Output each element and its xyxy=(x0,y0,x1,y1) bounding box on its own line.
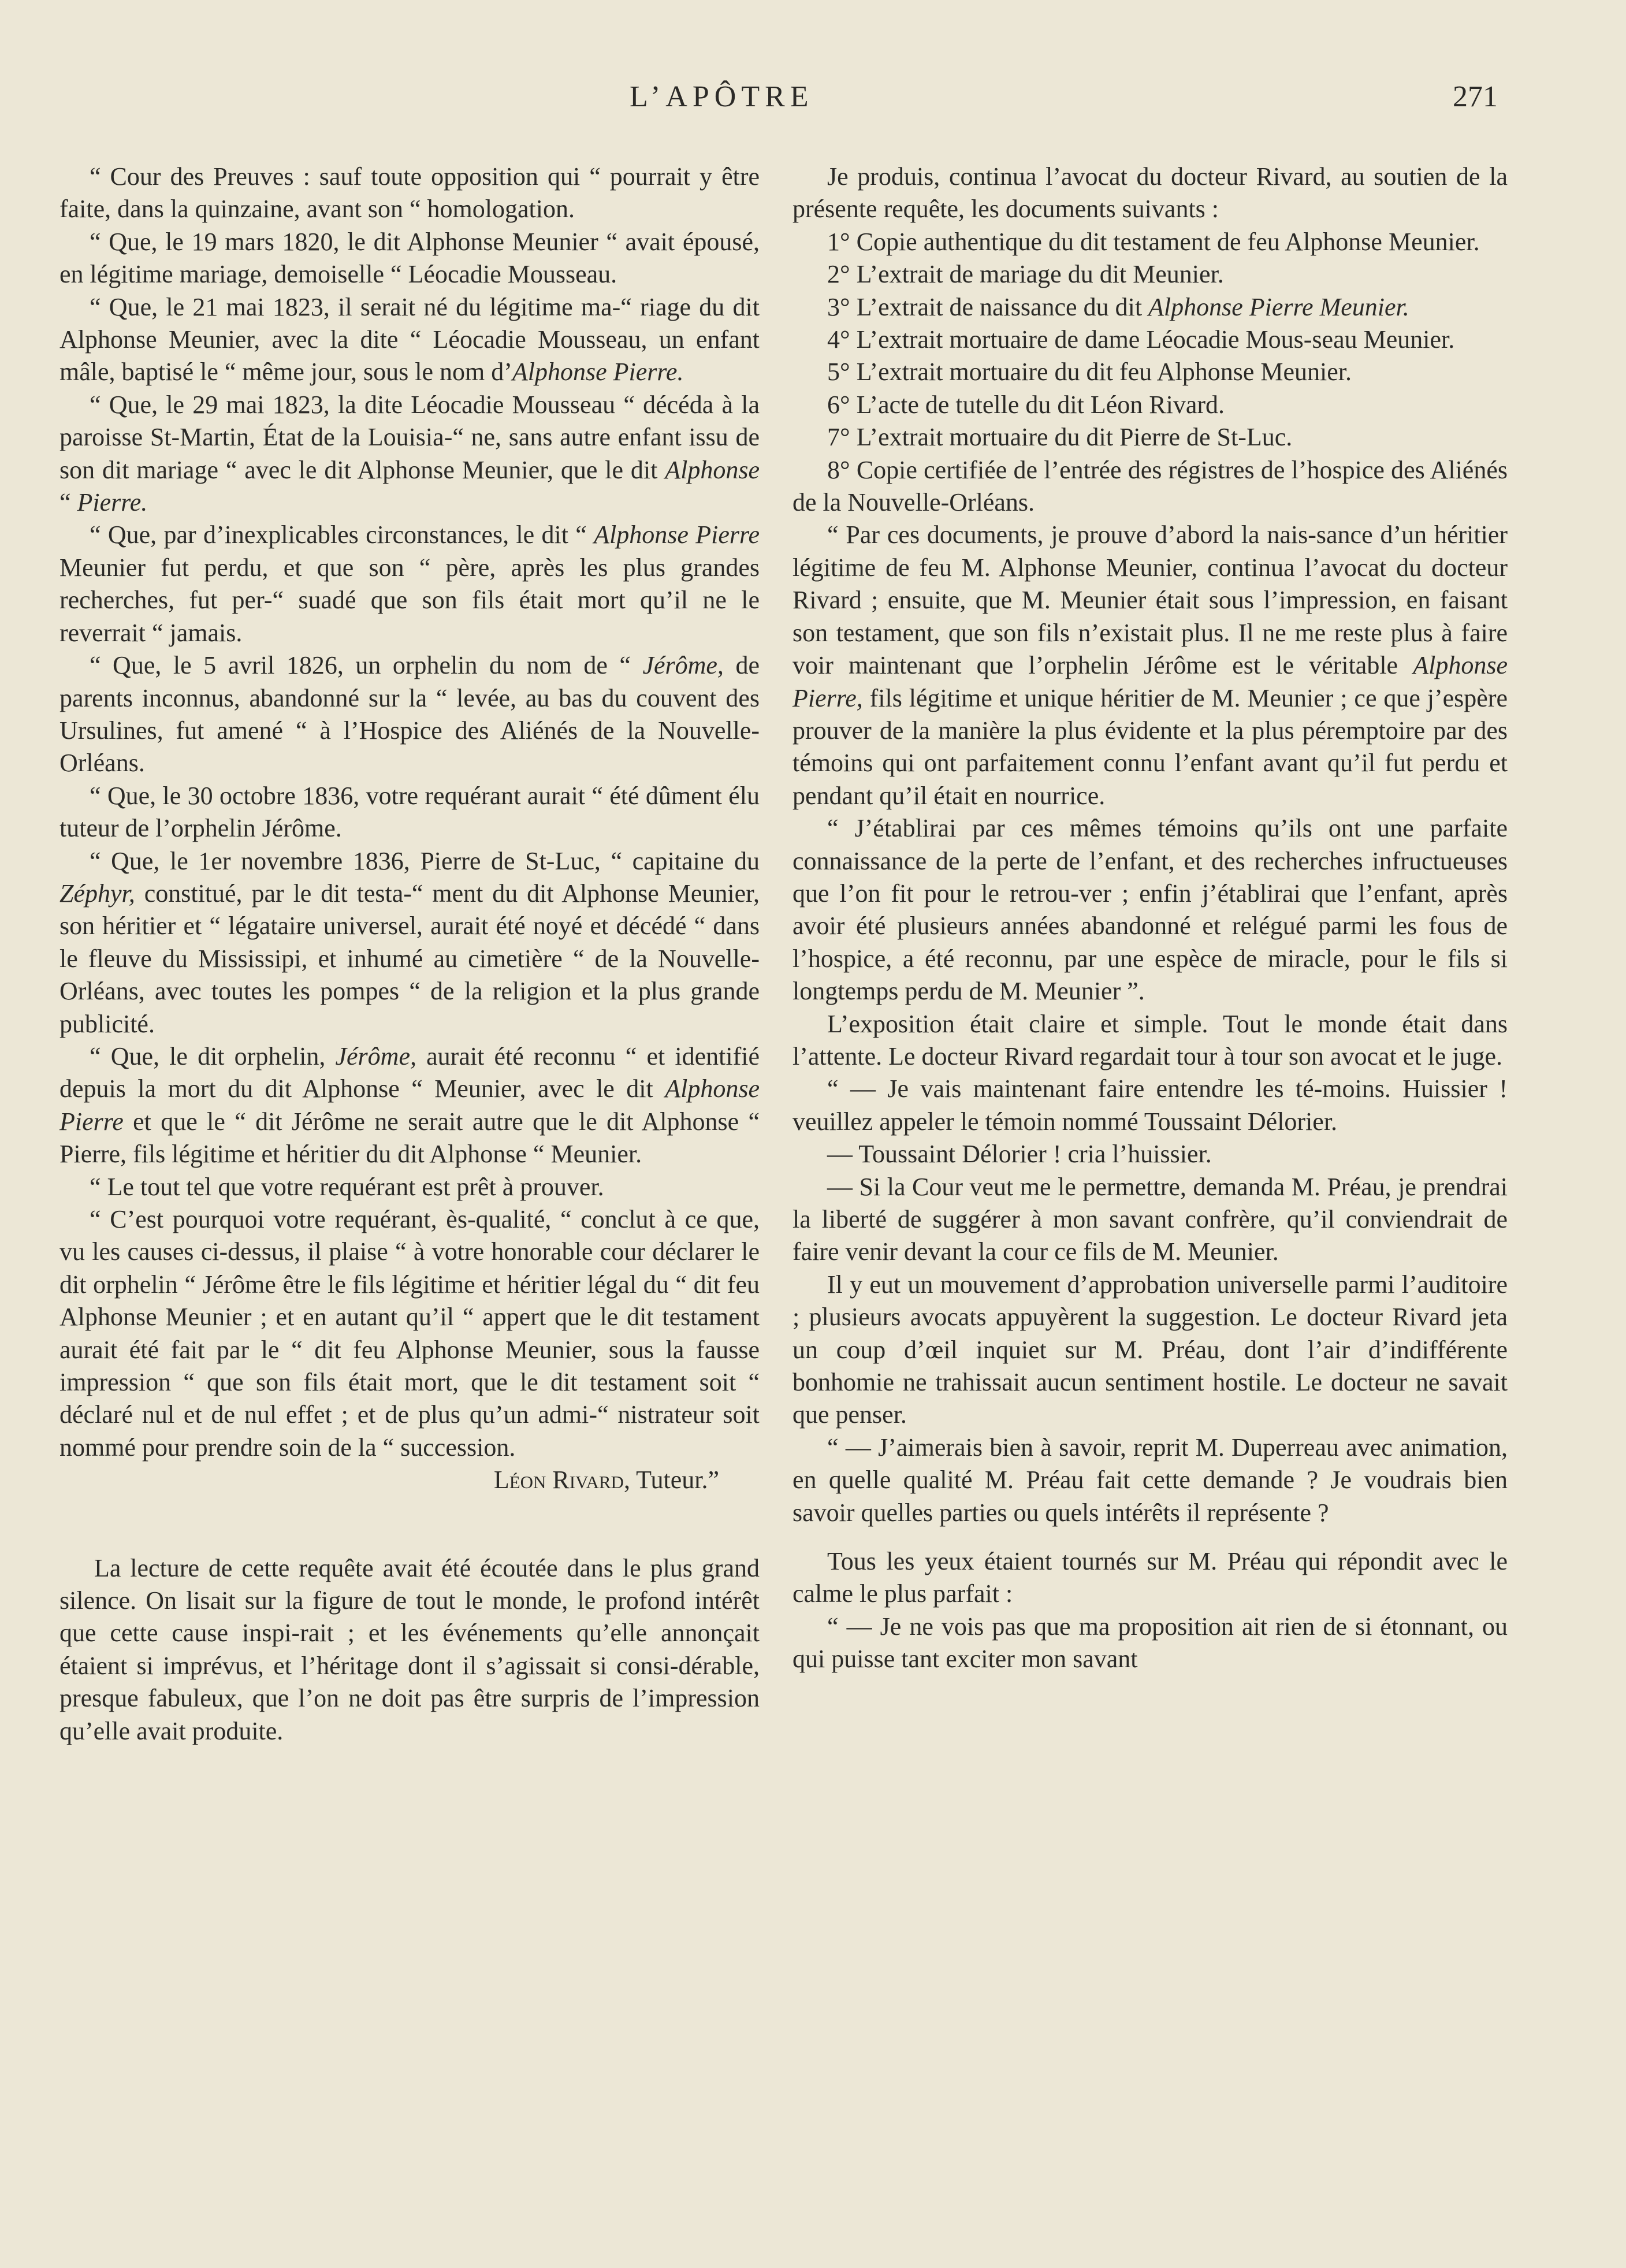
italic-text: Zéphyr, xyxy=(59,879,135,908)
paragraph xyxy=(792,454,1508,519)
text-run: fils légitime et unique héritier de M. Meunier ; ce que j’espère prouver de la manière la plus évidente et la plus péremptoire par des témoins qui ont parfaitement connu l’enfant avant qu’il fut perdu et pendant qu’il était en nourrice. xyxy=(792,683,1508,810)
paragraph xyxy=(59,1171,760,1203)
paragraph xyxy=(792,1432,1508,1529)
paragraph xyxy=(59,161,760,226)
text-run: “ C’est pourquoi votre requérant, ès-qualité, “ conclut à ce que, vu les causes ci-dessus, il plaise “ à votre honorable cour déclarer le dit orphelin “ Jérôme être le fils légitime et héritier légal du “ dit feu Alphonse Meunier ; et en autant qu’il “ appert que le dit testament aurait été fait par le “ dit feu Alphonse Meunier, sous la fausse impression “ que son fils était mort, que le dit testament soit “ déclaré nul et de nul effet ; et de plus qu’un admi-“ nistrateur soit nommé pour prendre soin de la “ succession. xyxy=(59,1205,760,1462)
text-run: 4° L’extrait mortuaire de dame Léocadie Mous-seau Meunier. xyxy=(827,325,1455,354)
text-run: “ Cour des Preuves : sauf toute opposition qui “ pourrait y être faite, dans la quinzaine, avant son “ homologation. xyxy=(59,162,760,224)
italic-text: Jérôme, xyxy=(642,651,724,680)
paragraph xyxy=(59,1040,760,1171)
paragraph xyxy=(792,1008,1508,1073)
text-run: “ — Je ne vois pas que ma proposition ait rien de si étonnant, ou qui puisse tant exciter mon savant xyxy=(792,1612,1508,1674)
paragraph xyxy=(59,519,760,649)
text-run: Tous les yeux étaient tournés sur M. Préau qui répondit avec le calme le plus parfait : xyxy=(792,1547,1508,1608)
text-run: “ Par ces documents, je prouve d’abord la nais-sance d’un héritier légitime de feu M. Alphonse Meunier, continua l’avocat du docteur Rivard ; ensuite, que M. Meunier était sous l’impression, en faisant son testament, que son fils n’existait plus. Il ne me reste plus à faire voir maintenant que l’orphelin Jérôme est le véritable xyxy=(792,520,1508,680)
page-number: 271 xyxy=(1453,80,1498,113)
text-run: “ Le tout tel que votre requérant est prêt à prouver. xyxy=(90,1172,604,1201)
paragraph xyxy=(792,324,1508,356)
paragraph xyxy=(792,421,1508,453)
text-run: “ Que, le dit orphelin, xyxy=(90,1042,336,1070)
paragraph xyxy=(792,356,1508,388)
text-run: La lecture de cette requête avait été écoutée dans le plus grand silence. On lisait sur la figure de tout le monde, le profond intérêt que cette cause inspi-rait ; et les événements qu’elle annonçait étaient si imprévus, et l’héritage dont il s’agissait si consi-dérable, presque fabuleux, que l’on ne doit pas être surpris de l’impression qu’elle avait produite. xyxy=(59,1553,760,1745)
paragraph xyxy=(792,1171,1508,1269)
paragraph xyxy=(59,1203,760,1464)
right-column xyxy=(792,161,1508,1676)
text-run: “ Que, le 19 mars 1820, le dit Alphonse Meunier “ avait épousé, en légitime mariage, demoiselle “ Léocadie Mousseau. xyxy=(59,227,760,289)
paragraph xyxy=(792,161,1508,226)
text-run: “ Que, le 21 mai 1823, il serait né du légitime ma-“ riage du dit Alphonse Meunier, avec la dite “ Léocadie Mousseau, un enfant mâle, baptisé le “ même jour, sous le nom d’ xyxy=(59,292,760,386)
italic-text: Alphonse Pierre Meunier. xyxy=(1148,292,1409,321)
text-run: de parents inconnus, abandonné sur la “ levée, au bas du couvent des Ursulines, fut amené “ à l’Hospice des Aliénés de la Nouvelle-Orléans. xyxy=(59,651,760,778)
paragraph xyxy=(792,1138,1508,1170)
left-column xyxy=(59,161,760,1748)
text-run: Meunier fut perdu, et que son “ père, après les plus grandes recherches, fut per-“ suadé que son fils était mort qu’il ne le reverrait “ jamais. xyxy=(59,553,760,647)
italic-text: Alphonse Pierre xyxy=(59,1074,760,1136)
paragraph xyxy=(59,389,760,519)
text-run: “ Que, le 29 mai 1823, la dite Léocadie Mousseau “ décéda à la paroisse St-Martin, État de la Louisia-“ ne, sans autre enfant issu de son dit mariage “ avec le dit Alphonse Meunier, que le dit xyxy=(59,390,760,484)
paragraph xyxy=(59,291,760,389)
paragraph xyxy=(792,1545,1508,1611)
text-run: 8° Copie certifiée de l’entrée des régistres de l’hospice des Aliénés de la Nouvelle-Orléans. xyxy=(792,455,1508,517)
paragraph xyxy=(792,226,1508,258)
paragraph xyxy=(59,649,760,780)
text-run: “ — J’aimerais bien à savoir, reprit M. Duperreau avec animation, en quelle qualité M. Préau fait cette demande ? Je voudrais bien savoir quelles parties ou quels intérêts il représente ? xyxy=(792,1433,1508,1527)
text-run: “ Que, par d’inexplicables circonstances, le dit “ xyxy=(90,520,594,549)
text-run: aurait été reconnu “ et identifié depuis la mort du dit Alphonse “ Meunier, avec le dit xyxy=(59,1042,760,1103)
italic-text: Alphonse xyxy=(665,455,760,484)
paragraph xyxy=(59,780,760,845)
text-run: “ Que, le 30 octobre 1836, votre requérant aurait “ été dûment élu tuteur de l’orphelin Jérôme. xyxy=(59,781,760,843)
page-header xyxy=(0,80,1626,120)
text-run: 1° Copie authentique du dit testament de feu Alphonse Meunier. xyxy=(827,227,1480,256)
text-run: L’exposition était claire et simple. Tout le monde était dans l’attente. Le docteur Rivard regardait tour à tour son avocat et le juge. xyxy=(792,1009,1508,1070)
italic-text: Alphonse Pierre xyxy=(594,520,760,549)
text-run: “ — Je vais maintenant faire entendre les té-moins. Huissier ! veuillez appeler le témoin nommé Toussaint Délorier. xyxy=(792,1074,1508,1136)
paragraph xyxy=(792,1073,1508,1138)
text-run: 3° L’extrait de naissance du dit xyxy=(827,292,1149,321)
italic-text: Alphonse Pierre, xyxy=(792,651,1508,712)
text-run: — Toussaint Délorier ! cria l’huissier. xyxy=(827,1140,1212,1169)
text-run: , Tuteur.” xyxy=(623,1466,719,1494)
text-run: “ xyxy=(59,488,77,517)
text-run: 7° L’extrait mortuaire du dit Pierre de St-Luc. xyxy=(827,423,1293,452)
paragraph xyxy=(792,258,1508,291)
paragraph xyxy=(59,226,760,291)
paragraph xyxy=(792,1269,1508,1432)
paragraph xyxy=(792,389,1508,421)
text-run: 2° L’extrait de mariage du dit Meunier. xyxy=(827,260,1224,289)
signature-name: Léon Rivard xyxy=(493,1466,624,1494)
text-run: constitué, par le dit testa-“ ment du dit Alphonse Meunier, son héritier et “ légataire universel, aurait été noyé et décédé “ dans le fleuve du Mississipi, et inhumé au cimetière “ de la Nouvelle-Orléans, avec toutes les pompes “ de la religion et la plus grande publicité. xyxy=(59,879,760,1038)
text-run: 5° L’extrait mortuaire du dit feu Alphonse Meunier. xyxy=(827,358,1352,386)
paragraph xyxy=(59,1464,760,1496)
text-run: “ J’établirai par ces mêmes témoins qu’ils ont une parfaite connaissance de la perte de l’enfant, et des recherches infructueuses que l’on fit pour le retrou-ver ; enfin j’établirai que l’enfant, après avoir été plusieurs années abandonné et relégué parmi les fous de l’hospice, a été reconnu, par une espèce de miracle, pour le fils si longtemps perdu de M. Meunier ”. xyxy=(792,814,1508,1006)
text-run: Je produis, continua l’avocat du docteur Rivard, au soutien de la présente requête, les documents suivants : xyxy=(792,162,1508,224)
text-run: et que le “ dit Jérôme ne serait autre que le dit Alphonse “ Pierre, fils légitime et héritier du dit Alphonse “ Meunier. xyxy=(59,1107,760,1169)
paragraph xyxy=(792,291,1508,324)
italic-text: Pierre. xyxy=(77,488,148,517)
text-run: — Si la Cour veut me le permettre, demanda M. Préau, je prendrai la liberté de suggérer à mon savant confrère, qu’il conviendrait de faire venir devant la cour ce fils de M. Meunier. xyxy=(792,1172,1508,1266)
paragraph xyxy=(59,1552,760,1748)
italic-text: Jérôme, xyxy=(335,1042,416,1070)
text-run: Il y eut un mouvement d’approbation universelle parmi l’auditoire ; plusieurs avocats appuyèrent la suggestion. Le docteur Rivard jeta un coup d’œil inquiet sur M. Préau, dont l’air d’indifférente bonhomie ne trahissait aucun sentiment hostile. Le docteur ne savait que penser. xyxy=(792,1270,1508,1429)
italic-text: Alphonse Pierre. xyxy=(512,358,684,386)
paragraph xyxy=(792,519,1508,812)
paragraph xyxy=(792,812,1508,1007)
paragraph xyxy=(59,845,760,1040)
text-run: “ Que, le 1er novembre 1836, Pierre de St-Luc, “ capitaine du xyxy=(90,846,760,875)
text-run: “ Que, le 5 avril 1826, un orphelin du nom de “ xyxy=(90,651,643,680)
text-run: 6° L’acte de tutelle du dit Léon Rivard. xyxy=(827,390,1225,419)
paragraph xyxy=(792,1611,1508,1676)
running-title: L’APÔTRE xyxy=(630,80,814,113)
